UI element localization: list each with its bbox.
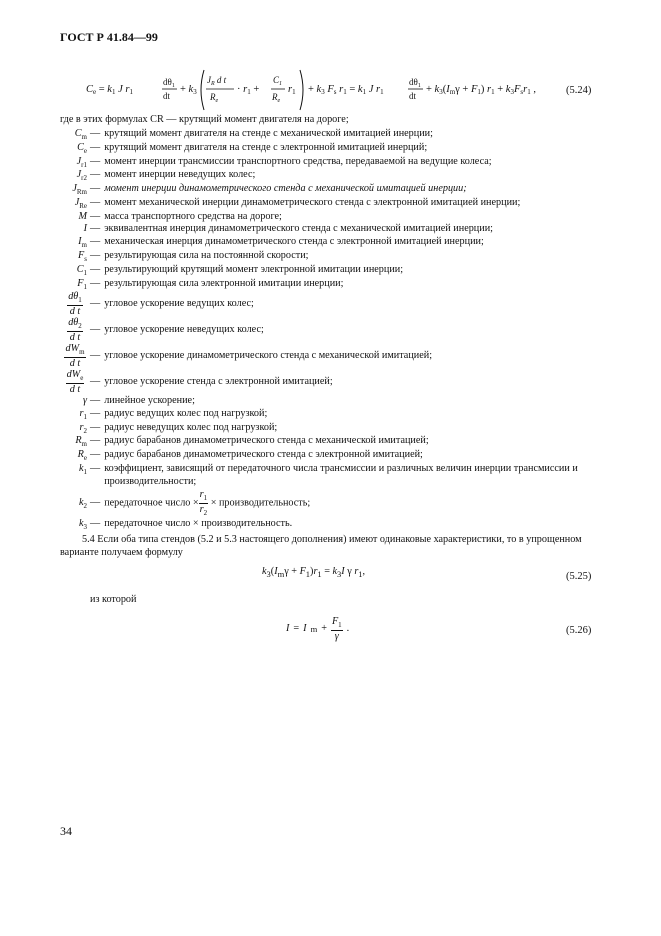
equation-number-5-25: (5.25) [566, 571, 592, 582]
from-which-text: из которой [90, 594, 137, 605]
definition-symbol: $r_2$ [79, 421, 87, 435]
definition-text: радиус ведущих колес под нагрузкой; [104, 407, 268, 419]
definition-row [60, 422, 620, 436]
definition-fraction: $\frac{dW_m}{\text{d t}}$ [65, 343, 85, 369]
definition-row [60, 142, 620, 156]
definition-text: крутящий момент двигателя на стенде с электронной имитацией инерций; [104, 141, 428, 153]
definition-symbol: $J_{Rm}$ [72, 183, 87, 197]
definition-row [60, 278, 620, 292]
definition-dash: — [90, 169, 101, 181]
definition-dash: — [90, 435, 101, 447]
definition-dash: — [90, 462, 101, 474]
equation-5-25: $k_3(I_m\gamma + F_1)r_1 = k_3I$ γ $r_1$, [262, 566, 366, 580]
equation-number-5-26: (5.26) [566, 625, 592, 636]
definition-text: момент инерции динамометрического стенда с механической имитацией инерции; [104, 183, 467, 195]
definition-text: угловое ускорение ведущих колес; [104, 297, 254, 309]
definition-dash: — [90, 349, 101, 361]
definition-dash: — [90, 449, 101, 461]
definitions-intro: где в этих формулах CR — крутящий момент двигателя на дороге; [60, 114, 349, 125]
definition-text: угловое ускорение неведущих колес; [104, 323, 264, 335]
definition-dash: — [90, 155, 101, 167]
definition-row [60, 463, 620, 489]
definition-row-fraction [60, 343, 620, 369]
definition-row [60, 169, 620, 183]
definition-fraction: $\frac{dW_e}{\text{d t}}$ [66, 369, 84, 395]
definition-text: линейное ускорение; [104, 395, 195, 407]
definition-row [60, 250, 620, 264]
definition-symbol: $J_{Re}$ [74, 196, 87, 210]
definition-text: результирующая сила электронной имитации инерции; [104, 277, 344, 289]
definitions-list [60, 128, 620, 532]
definition-text: масса транспортного средства на дороге; [104, 210, 282, 222]
definition-dash: — [90, 518, 101, 530]
svg-text:· r1 +: · r1 + [237, 84, 260, 96]
definition-dash: — [90, 395, 101, 407]
definition-text: механическая инерция динамометрического стенда с электронной имитацией инерции; [104, 236, 484, 248]
definition-row [60, 264, 620, 278]
definition-dash: — [90, 277, 101, 289]
svg-text:Re: $R_e$ [272, 92, 281, 104]
definition-symbol: $R_m$ [75, 435, 87, 449]
definition-text: радиус неведущих колес под нагрузкой; [104, 421, 278, 433]
definition-symbol: $J_{r2}$ [76, 169, 87, 183]
definition-symbol: $R_e$ [77, 449, 87, 463]
page-number: 34 [60, 824, 72, 838]
definition-row [60, 518, 620, 532]
definition-symbol: $J_{r1}$ [76, 155, 87, 169]
definition-fraction: $\frac{d\theta_2}{\text{d t}}$ [68, 317, 82, 343]
definition-row [60, 156, 620, 170]
definition-text: момент инерции неведущих колес; [104, 169, 256, 181]
definition-row-fraction [60, 291, 620, 317]
svg-text:dθ1: $d\theta_1$ [163, 77, 175, 89]
svg-text:+ k3(Imγ + F1) r1 + k3Fsr1 ,: + k3(Imγ + F1) r1 + k3Fsr1 , [426, 84, 536, 96]
definition-row [60, 408, 620, 422]
definition-symbol: M [78, 210, 87, 222]
definition-dash: — [90, 210, 101, 222]
definition-dash: — [90, 297, 101, 309]
definition-symbol: $C_e$ [77, 141, 87, 155]
definition-symbol: $k_1$ [78, 462, 87, 476]
svg-text:JR d t: $J_R$ d t [207, 75, 227, 87]
svg-text:Ce = k1 J r1: Ce = k1 J r1 [86, 84, 133, 96]
definition-row-k2 [60, 488, 620, 518]
definition-dash: — [90, 375, 101, 387]
definition-symbol: $k_2$ [78, 496, 87, 510]
definition-dash: — [90, 183, 101, 195]
equation-5-26: I = I m + $\frac{F_1}{\gamma}$ . [286, 616, 350, 642]
definition-text: угловое ускорение динамометрического стенда с механической имитацией; [104, 349, 433, 361]
definition-row [60, 449, 620, 463]
definition-dash: — [90, 263, 101, 275]
svg-text:+ k3 Fs r1 = k1 J r1: + k3 Fs r1 = k1 J r1 [308, 84, 384, 96]
definition-symbol: $I_m$ [78, 236, 87, 250]
definition-row [60, 435, 620, 449]
definition-text: крутящий момент двигателя на стенде с механической имитацией инерции; [104, 128, 433, 139]
definition-text: радиус барабанов динамометрического стенда с электронной имитацией; [104, 449, 423, 461]
equation-number-5-24: (5.24) [566, 85, 592, 96]
definition-text: результирующая сила на постоянной скорости; [104, 249, 309, 261]
definition-dash: — [90, 323, 101, 335]
definition-text: передаточное число × производительность. [104, 518, 293, 530]
definition-dash: — [90, 236, 101, 248]
svg-text:dt: dt [163, 91, 171, 101]
svg-text:Re: $R_e$ [210, 92, 219, 104]
definition-row [60, 197, 620, 211]
definition-dash: — [90, 223, 101, 235]
definition-text: момент механической инерции динамометрического стенда с электронной имитацией инерции; [104, 196, 521, 208]
definition-symbol: $F_s$ [78, 249, 87, 263]
definition-dash: — [90, 407, 101, 419]
definition-row [60, 395, 620, 408]
definition-row-fraction [60, 317, 620, 343]
definition-text: результирующий крутящий момент электронной имитации инерции; [104, 263, 404, 275]
definition-row [60, 211, 620, 224]
svg-text:dt: dt [409, 91, 417, 101]
definition-symbol: I [83, 223, 87, 235]
document-header: ГОСТ Р 41.84—99 [60, 30, 158, 44]
definition-text: момент инерции трансмиссии транспортного средства, передаваемой на ведущие колеса; [104, 155, 492, 167]
definition-fraction: $\frac{d\theta_1}{\text{d t}}$ [68, 291, 82, 318]
definition-row [60, 236, 620, 250]
svg-text:dθ1: $d\theta_1$ [409, 77, 421, 89]
definition-row [60, 128, 620, 142]
svg-text:C1: $C_1$ [273, 75, 283, 87]
definition-symbol: $k_3$ [78, 518, 87, 532]
definition-text: радиус барабанов динамометрического стенда с механической имитацией; [104, 435, 429, 447]
definition-symbol: $r_1$ [79, 407, 87, 421]
paragraph-5-4: 5.4 Если оба типа стендов (5.2 и 5.3 настоящего дополнения) имеют одинаковые характеристики, то в упрощенном варианте получаем формулу [60, 534, 582, 558]
definition-text: эквивалентная инерция динамометрического стенда с механической имитацией инерции; [104, 223, 493, 235]
definition-text: угловое ускорение стенда с электронной имитацией; [104, 375, 333, 387]
definition-dash: — [90, 196, 101, 208]
definition-dash: — [90, 249, 101, 261]
definition-symbol: $C_1$ [76, 263, 87, 277]
equation-5-24 [86, 64, 606, 116]
definition-symbol: $C_m$ [74, 128, 87, 142]
definition-text: коэффициент, зависящий от передаточного числа трансмиссии и различных величин инерции трансмиссии и производительности; [104, 462, 578, 487]
definition-dash: — [90, 421, 101, 433]
definition-dash: — [90, 128, 101, 139]
definition-row [60, 223, 620, 236]
definition-row-fraction [60, 369, 620, 395]
svg-text:r1: r1 [288, 84, 296, 96]
definition-row [60, 183, 620, 197]
definition-dash: — [90, 497, 101, 509]
definition-symbol: $F_1$ [77, 277, 87, 291]
svg-text:+ k3: + k3 [180, 84, 197, 96]
definition-dash: — [90, 141, 101, 153]
definition-text: передаточное число × $\frac{r_1}{r_2}$ × производительность; [104, 489, 311, 517]
definition-symbol: γ [82, 395, 87, 407]
